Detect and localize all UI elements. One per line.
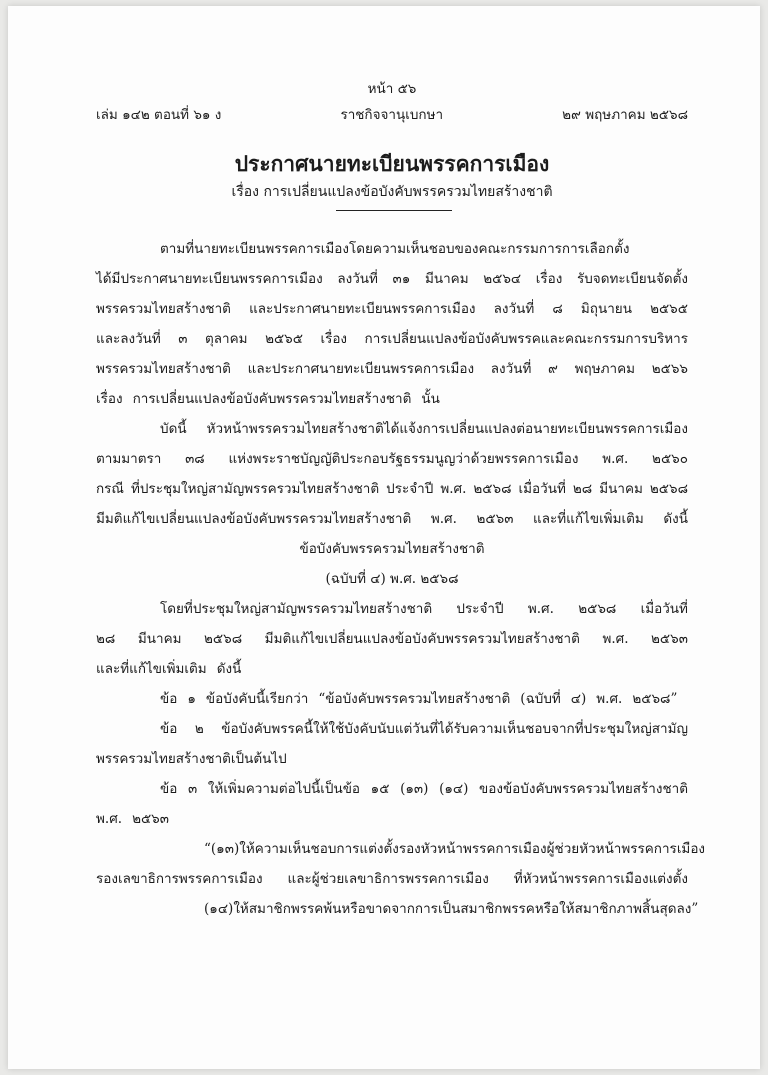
title-divider <box>336 210 452 211</box>
paragraph-line: มีมติแก้ไขเปลี่ยนแปลงข้อบังคับพรรครวมไทยสร้างชาติ พ.ศ. ๒๕๖๓ และที่แก้ไขเพิ่มเติม ดังนี้ <box>96 511 688 527</box>
clause-3-line: ข้อ ๓ ให้เพิ่มความต่อไปนี้เป็นข้อ ๑๕ (๑๓) (๑๔) ของข้อบังคับพรรครวมไทยสร้างชาติ <box>160 781 688 797</box>
regulation-title: ข้อบังคับพรรครวมไทยสร้างชาติ <box>299 541 485 557</box>
clause-2-line: ข้อ ๒ ข้อบังคับพรรคนี้ให้ใช้บังคับนับแต่วันที่ได้รับความเห็นชอบจากที่ประชุมใหญ่สามัญ <box>160 721 688 737</box>
volume-issue: เล่ม ๑๔๒ ตอนที่ ๖๑ ง <box>96 107 222 123</box>
clause-3-line: พ.ศ. ๒๕๖๓ <box>96 811 169 827</box>
paragraph-line: ตามมาตรา ๓๘ แห่งพระราชบัญญัติประกอบรัฐธรรมนูญว่าด้วยพรรคการเมือง พ.ศ. ๒๕๖๐ <box>96 451 688 467</box>
gazette-name: ราชกิจจานุเบกษา <box>340 107 444 123</box>
quoted-item-14: (๑๔) ให้สมาชิกพรรคพ้นหรือขาดจากการเป็นสมาชิกพรรคหรือให้สมาชิกภาพสิ้นสุดลง” <box>204 901 699 917</box>
clause-1: ข้อ ๑ ข้อบังคับนี้เรียกว่า “ข้อบังคับพรรครวมไทยสร้างชาติ (ฉบับที่ ๔) พ.ศ. ๒๕๖๘” <box>160 691 678 707</box>
paragraph-line: เรื่อง การเปลี่ยนแปลงข้อบังคับพรรครวมไทยสร้างชาติ นั้น <box>96 391 440 407</box>
quoted-item-13: รองเลขาธิการพรรคการเมือง และผู้ช่วยเลขาธิการพรรคการเมือง ที่หัวหน้าพรรคการเมืองแต่งตั้ง <box>96 871 688 887</box>
paragraph-line: พรรครวมไทยสร้างชาติ และประกาศนายทะเบียนพรรคการเมือง ลงวันที่ ๘ มิถุนายน ๒๕๖๕ <box>96 301 688 317</box>
paragraph-line: กรณี ที่ประชุมใหญ่สามัญพรรครวมไทยสร้างชาติ ประจำปี พ.ศ. ๒๕๖๘ เมื่อวันที่ ๒๘ มีนาคม ๒๕๖๘ <box>96 481 688 497</box>
announcement-body <box>96 234 706 924</box>
paragraph-line: ตามที่นายทะเบียนพรรคการเมืองโดยความเห็นชอบของคณะกรรมการการเลือกตั้ง <box>160 241 630 257</box>
paragraph-line: ได้มีประกาศนายทะเบียนพรรคการเมือง ลงวันที่ ๓๑ มีนาคม ๒๕๖๔ เรื่อง รับจดทะเบียนจัดตั้ง <box>96 271 688 287</box>
paragraph-line: บัดนี้ หัวหน้าพรรครวมไทยสร้างชาติได้แจ้งการเปลี่ยนแปลงต่อนายทะเบียนพรรคการเมือง <box>160 421 688 437</box>
paragraph-line: ๒๘ มีนาคม ๒๕๖๘ มีมติแก้ไขเปลี่ยนแปลงข้อบังคับพรรครวมไทยสร้างชาติ พ.ศ. ๒๕๖๓ <box>96 631 688 647</box>
quoted-item-13: “(๑๓) ให้ความเห็นชอบการแต่งตั้ง รองหัวหน้าพรรคการเมือง ผู้ช่วยหัวหน้าพรรคการเมือง <box>204 841 706 857</box>
paragraph-line: และที่แก้ไขเพิ่มเติม ดังนี้ <box>96 661 242 677</box>
announcement-subject: เรื่อง การเปลี่ยนแปลงข้อบังคับพรรครวมไทยสร้างชาติ <box>231 184 553 200</box>
page-number: หน้า ๕๖ <box>367 81 417 97</box>
clause-2-line: พรรครวมไทยสร้างชาติเป็นต้นไป <box>96 751 287 767</box>
paragraph-line: พรรครวมไทยสร้างชาติ และประกาศนายทะเบียนพรรคการเมือง ลงวันที่ ๙ พฤษภาคม ๒๕๖๖ <box>96 361 688 377</box>
paragraph-line: โดยที่ประชุมใหญ่สามัญพรรครวมไทยสร้างชาติ ประจำปี พ.ศ. ๒๕๖๘ เมื่อวันที่ <box>160 601 688 617</box>
publication-date: ๒๙ พฤษภาคม ๒๕๖๘ <box>562 107 688 123</box>
regulation-issue: (ฉบับที่ ๔) พ.ศ. ๒๕๖๘ <box>325 571 459 587</box>
paragraph-line: และลงวันที่ ๓ ตุลาคม ๒๕๖๕ เรื่อง การเปลี่ยนแปลงข้อบังคับพรรคและคณะกรรมการบริหาร <box>96 331 688 347</box>
document-page <box>8 6 760 1069</box>
gazette-header <box>96 106 688 124</box>
announcement-title: ประกาศนายทะเบียนพรรคการเมือง <box>234 151 550 176</box>
